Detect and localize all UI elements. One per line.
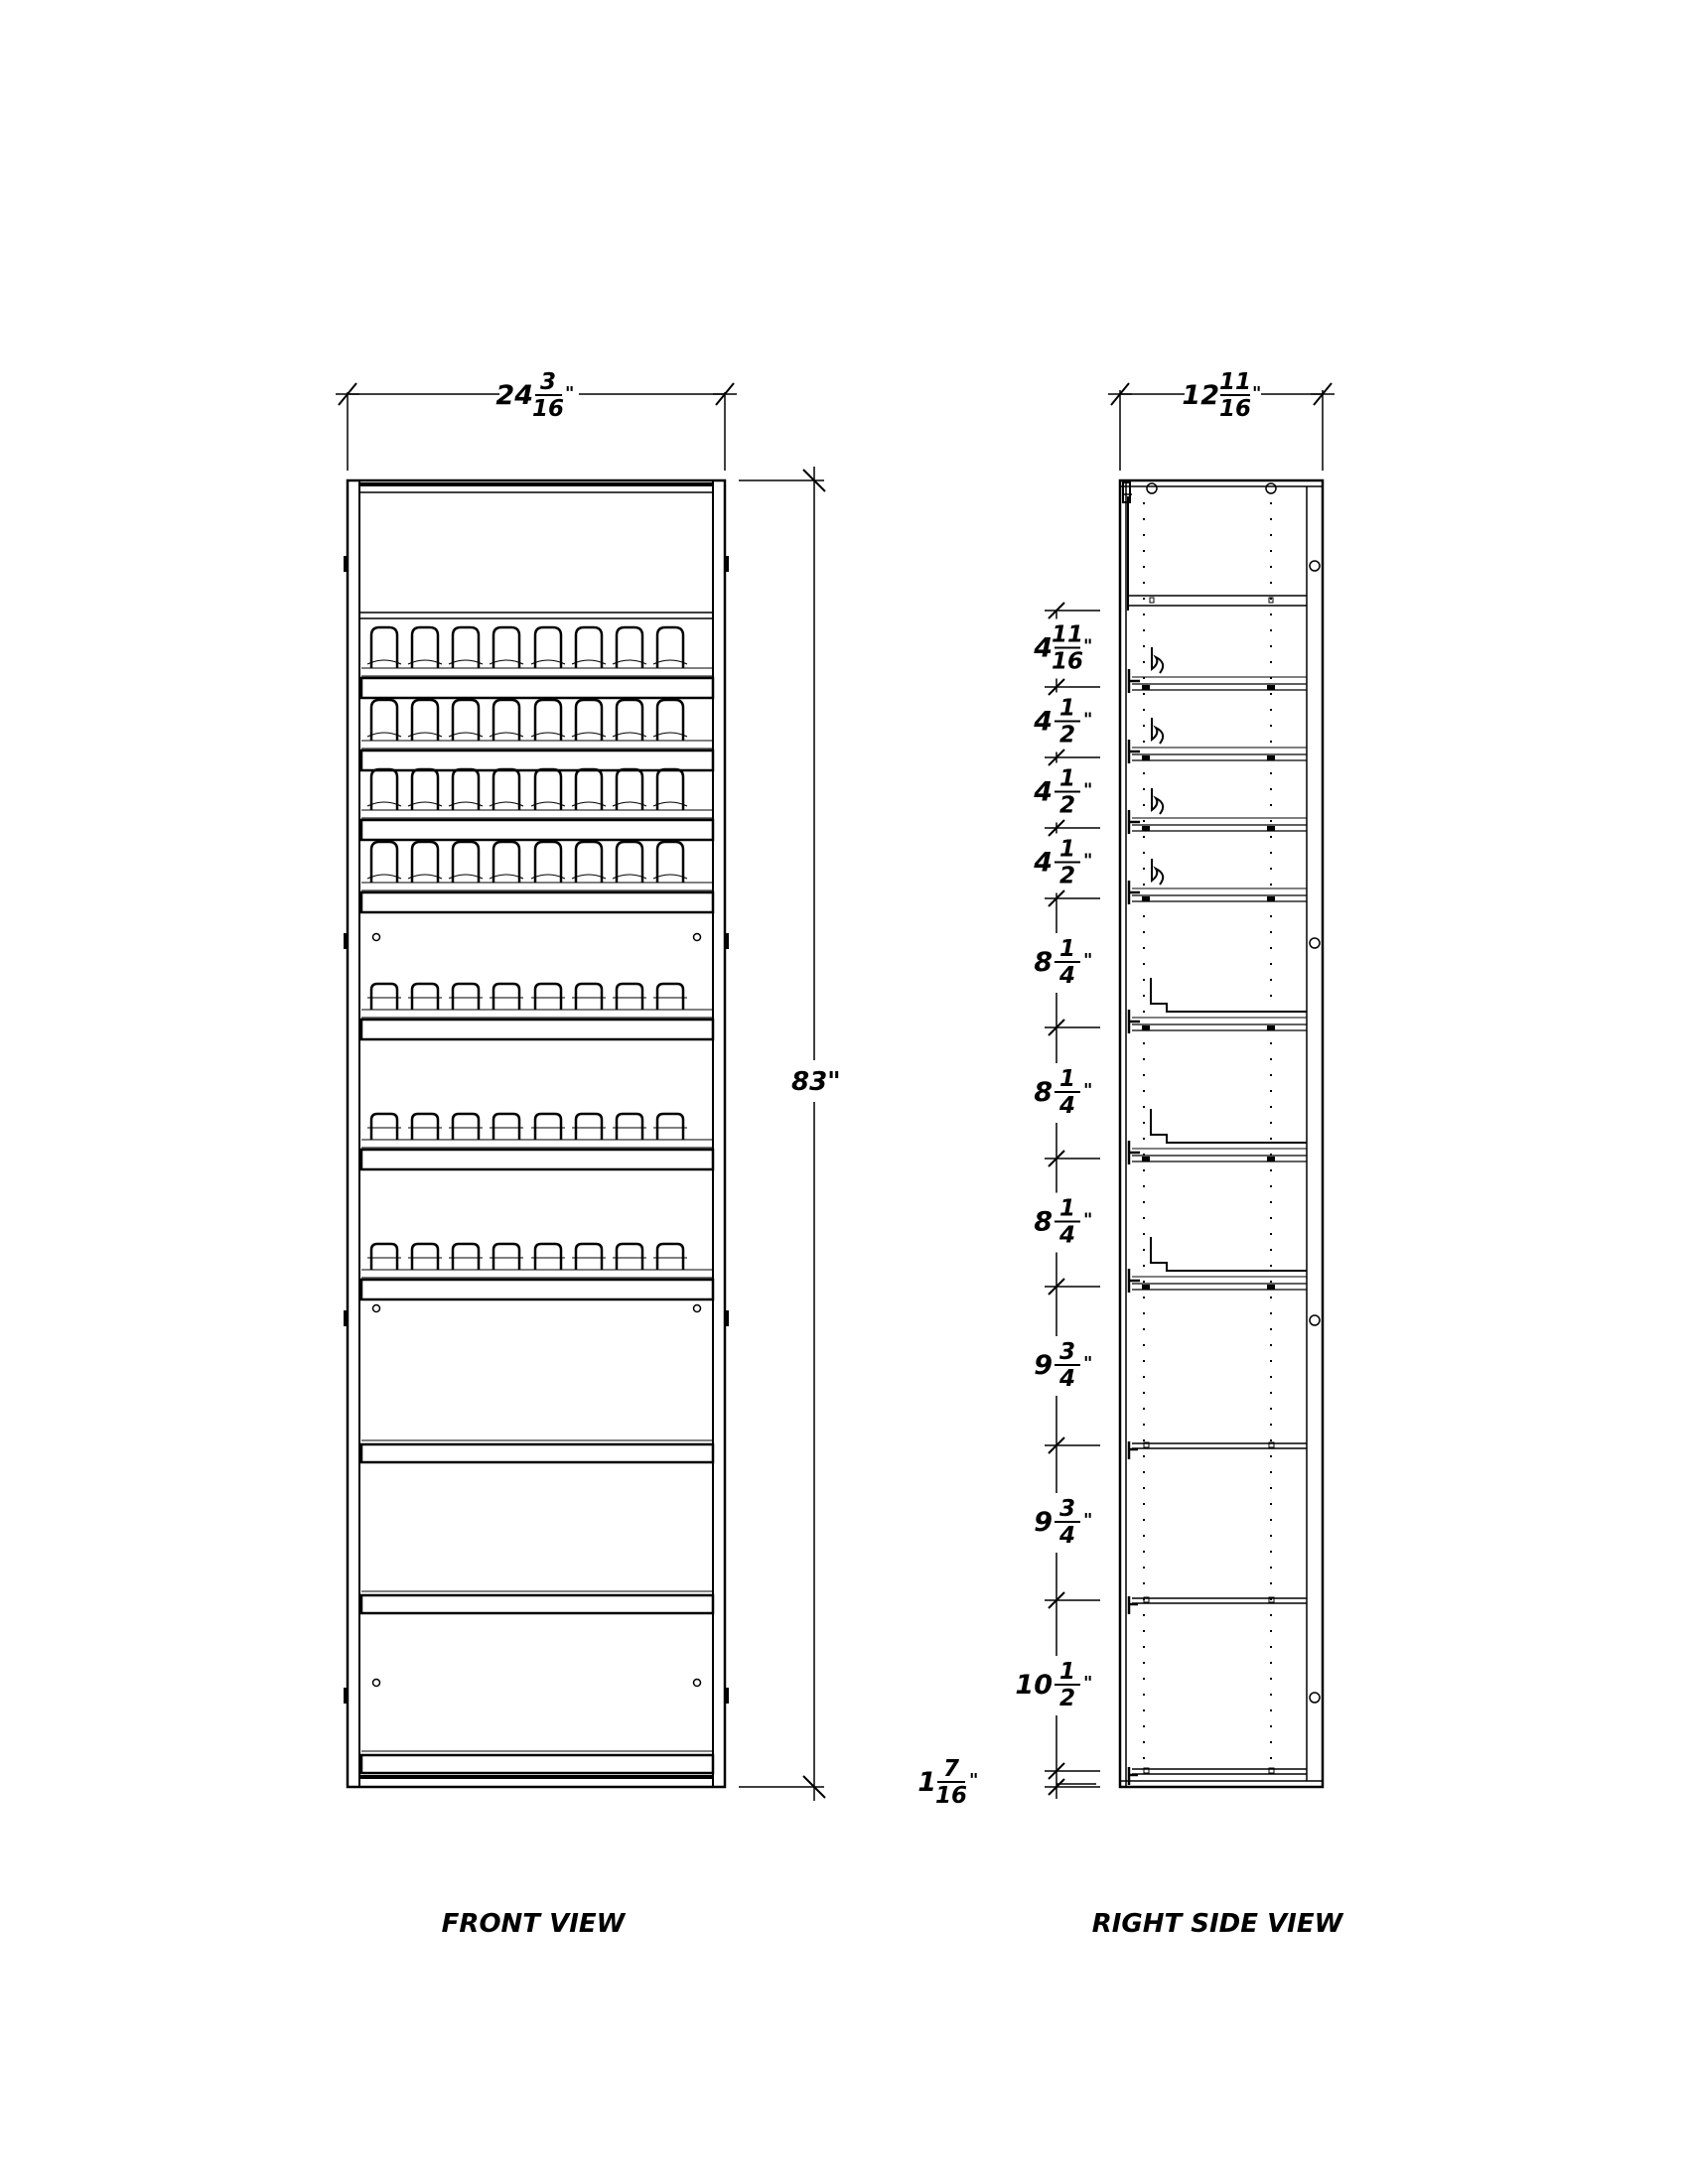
peg-hole [694, 1305, 701, 1312]
spacing-unit: " [1083, 1080, 1093, 1101]
side-depth-denominator: 16 [1218, 396, 1252, 422]
front-view-caption: FRONT VIEW [441, 1909, 626, 1939]
spacing-unit: " [1083, 709, 1093, 731]
front-sloped-shelf [361, 700, 713, 770]
product-pusher [617, 769, 642, 810]
front-header-panel [359, 484, 713, 618]
bracket-bolt [1142, 685, 1150, 690]
product-pusher [412, 627, 438, 668]
product-pusher [493, 842, 519, 883]
product-pusher [493, 627, 519, 668]
side-depth-label [1182, 369, 1261, 422]
peg-hole [373, 1305, 380, 1312]
front-width-dimension [336, 369, 737, 471]
shelf-front-lip [361, 820, 713, 840]
spacing-denominator: 16 [1051, 648, 1084, 675]
side-spacing-dimension [1033, 687, 1092, 757]
spacing-unit: " [1083, 635, 1093, 657]
side-shelf [1129, 788, 1307, 834]
bracket-bolt [1267, 1025, 1275, 1030]
side-shelf [1129, 1441, 1307, 1459]
front-sloped-shelf [361, 769, 713, 840]
spacing-unit: " [1083, 850, 1093, 872]
front-sloped-shelf [361, 842, 713, 912]
spacing-denominator: 4 [1058, 1222, 1076, 1249]
spacing-denominator: 2 [1058, 1686, 1076, 1711]
product-pusher [617, 627, 642, 668]
spacing-unit: " [1083, 1209, 1093, 1231]
side-spacing-dimension [1034, 1445, 1092, 1600]
spacing-label [1034, 1196, 1092, 1249]
pusher-profile [1151, 978, 1307, 1012]
product-pusher [453, 1244, 479, 1270]
side-depth-whole: 12 [1182, 380, 1219, 411]
spacing-label [1034, 1066, 1092, 1119]
product-pusher [657, 769, 683, 810]
front-sloped-shelf [361, 984, 713, 1039]
spacing-whole: 9 [1034, 1507, 1053, 1538]
product-pusher [453, 984, 479, 1010]
pusher-profile [1152, 718, 1163, 744]
side-spacing-dimension [1034, 1159, 1092, 1287]
spacing-unit: " [1083, 779, 1093, 801]
front-height-dimension [739, 467, 841, 1801]
front-view [336, 369, 841, 1939]
product-pusher [535, 627, 561, 668]
bracket-bolt [1267, 896, 1275, 901]
product-pusher [371, 1244, 397, 1270]
side-shelf [1129, 647, 1307, 693]
spacing-label [1033, 766, 1092, 819]
bracket-bolt [1267, 755, 1275, 760]
spacing-whole: 4 [1034, 632, 1053, 664]
front-flat-shelf [361, 1440, 713, 1462]
spacing-denominator: 2 [1058, 863, 1076, 889]
spacing-label [1033, 696, 1092, 749]
pusher-profile [1151, 1237, 1307, 1271]
side-view-caption: RIGHT SIDE VIEW [1091, 1909, 1343, 1939]
product-pusher [453, 769, 479, 810]
side-back-cleats [1310, 561, 1320, 1703]
side-base-denominator: 16 [934, 1783, 968, 1809]
side-shelf [1129, 859, 1307, 904]
side-depth-unit: " [1252, 383, 1262, 404]
spacing-numerator: 1 [1058, 1195, 1076, 1222]
product-pusher [412, 984, 438, 1010]
product-pusher [412, 700, 438, 741]
front-width-denominator: 16 [531, 396, 565, 422]
product-pusher [493, 700, 519, 741]
product-pusher [412, 842, 438, 883]
product-pusher [576, 627, 602, 668]
bracket-bolt [1267, 826, 1275, 831]
product-pusher [657, 1244, 683, 1270]
front-sloped-shelves [361, 627, 713, 1299]
product-pusher [371, 984, 397, 1010]
spacing-label [1015, 1659, 1092, 1711]
spacing-label [1034, 1339, 1092, 1392]
side-depth-dimension [1108, 369, 1335, 471]
front-flat-shelves [359, 1440, 713, 1777]
pusher-profile [1151, 1109, 1307, 1143]
product-pusher [453, 627, 479, 668]
side-base-unit: " [969, 1770, 979, 1791]
bracket-bolt [1142, 755, 1150, 760]
side-spacing-dimensions [1015, 603, 1100, 1799]
product-pusher [535, 984, 561, 1010]
product-pusher [412, 1114, 438, 1140]
side-top-header [1122, 482, 1307, 611]
product-pusher [576, 769, 602, 810]
front-flat-shelf [361, 1751, 713, 1773]
side-spacing-dimension [1033, 828, 1092, 898]
product-pusher [493, 769, 519, 810]
spacing-numerator: 1 [1058, 765, 1076, 792]
shelf-front-lip [361, 678, 713, 698]
product-pusher [453, 842, 479, 883]
spacing-numerator: 1 [1058, 1659, 1076, 1685]
product-pusher [576, 842, 602, 883]
spacing-label [1033, 622, 1092, 675]
product-pusher [371, 769, 397, 810]
spacing-denominator: 4 [1058, 1366, 1076, 1392]
spacing-whole: 8 [1034, 1206, 1053, 1238]
spacing-whole: 8 [1034, 1077, 1053, 1108]
spacing-unit: " [1083, 950, 1093, 971]
spacing-whole: 9 [1034, 1350, 1053, 1381]
bracket-bolt [1142, 1157, 1150, 1161]
spacing-numerator: 1 [1058, 936, 1076, 962]
flat-shelf-lip [361, 1755, 713, 1773]
side-shelf [1129, 1237, 1307, 1293]
spacing-whole: 8 [1034, 947, 1053, 978]
pusher-profile [1152, 859, 1163, 885]
product-pusher [576, 1114, 602, 1140]
side-spacing-dimension [1015, 1600, 1092, 1771]
spacing-numerator: 1 [1058, 695, 1076, 722]
peg-hole [373, 934, 380, 941]
product-pusher [657, 984, 683, 1010]
product-pusher [412, 769, 438, 810]
product-pusher [617, 700, 642, 741]
product-pusher [453, 700, 479, 741]
side-shelf [1129, 1596, 1307, 1614]
bracket-bolt [1267, 1285, 1275, 1290]
front-width-label [495, 369, 574, 422]
shelf-front-lip [361, 1020, 713, 1039]
spacing-denominator: 2 [1058, 792, 1076, 819]
product-pusher [657, 842, 683, 883]
spacing-denominator: 4 [1058, 963, 1076, 989]
side-base-whole: 1 [917, 1767, 936, 1798]
side-base-label [917, 1756, 978, 1809]
product-pusher [576, 984, 602, 1010]
spacing-label [1034, 1496, 1092, 1549]
bracket-bolt [1142, 1285, 1150, 1290]
bracket-bolt [1142, 896, 1150, 901]
product-pusher [493, 1244, 519, 1270]
product-pusher [617, 842, 642, 883]
front-height-label: 83" [791, 1067, 841, 1097]
flat-shelf-lip [361, 1444, 713, 1462]
product-pusher [371, 842, 397, 883]
peg-hole [694, 1680, 701, 1687]
product-pusher [657, 627, 683, 668]
spacing-numerator: 3 [1058, 1339, 1076, 1365]
front-width-whole: 24 [495, 380, 533, 411]
shelf-front-lip [361, 751, 713, 770]
bracket-bolt [1267, 685, 1275, 690]
front-sloped-shelf [361, 627, 713, 698]
product-pusher [535, 700, 561, 741]
product-pusher [535, 1114, 561, 1140]
spacing-numerator: 1 [1058, 1066, 1076, 1092]
peg-hole [694, 934, 701, 941]
side-spacing-dimension [1033, 757, 1092, 828]
product-pusher [617, 1114, 642, 1140]
side-spacing-dimension [1034, 1287, 1092, 1445]
front-sloped-shelf [361, 1114, 713, 1169]
bracket-bolt [1267, 1157, 1275, 1161]
spacing-numerator: 3 [1058, 1496, 1076, 1522]
spacing-denominator: 4 [1058, 1093, 1076, 1119]
side-base-numerator: 7 [942, 1756, 960, 1782]
front-width-numerator: 3 [539, 369, 557, 395]
spacing-denominator: 2 [1058, 722, 1076, 749]
side-base-dimension [917, 1756, 1096, 1809]
side-depth-numerator: 11 [1218, 369, 1252, 395]
flat-shelf-lip [361, 1595, 713, 1613]
side-spacing-dimension [1033, 611, 1092, 687]
product-pusher [576, 700, 602, 741]
bracket-bolt [1142, 1025, 1150, 1030]
spacing-numerator: 11 [1051, 621, 1084, 648]
product-pusher [371, 627, 397, 668]
spacing-whole: 4 [1034, 706, 1053, 738]
product-pusher [617, 1244, 642, 1270]
side-shelf [1129, 718, 1307, 763]
side-shelf [1129, 1767, 1307, 1785]
product-pusher [371, 1114, 397, 1140]
product-pusher [535, 769, 561, 810]
product-pusher [493, 1114, 519, 1140]
product-pusher [576, 1244, 602, 1270]
product-pusher [657, 1114, 683, 1140]
spacing-whole: 4 [1034, 776, 1053, 808]
side-shelf [1129, 978, 1307, 1033]
product-pusher [535, 842, 561, 883]
spacing-numerator: 1 [1058, 836, 1076, 863]
side-shelves [1129, 647, 1307, 1785]
side-shelf [1129, 1109, 1307, 1164]
side-view [917, 369, 1343, 1939]
shelf-front-lip [361, 1150, 713, 1169]
pusher-profile [1152, 647, 1163, 673]
product-pusher [617, 984, 642, 1010]
product-pusher [657, 700, 683, 741]
peg-hole [373, 1680, 380, 1687]
spacing-label [1033, 837, 1092, 889]
spacing-unit: " [1083, 1510, 1093, 1531]
spacing-whole: 10 [1015, 1670, 1053, 1701]
front-flat-shelf [361, 1591, 713, 1613]
front-width-unit: " [565, 383, 575, 404]
bracket-bolt [1142, 826, 1150, 831]
spacing-label [1034, 936, 1092, 989]
shelf-front-lip [361, 892, 713, 912]
shelf-front-lip [361, 1280, 713, 1299]
front-peg-holes [373, 934, 701, 1687]
product-pusher [371, 700, 397, 741]
front-sloped-shelf [361, 1244, 713, 1299]
product-pusher [493, 984, 519, 1010]
spacing-whole: 4 [1034, 847, 1053, 879]
product-pusher [412, 1244, 438, 1270]
spacing-denominator: 4 [1058, 1523, 1076, 1549]
side-spacing-dimension [1034, 898, 1092, 1027]
spacing-unit: " [1083, 1353, 1093, 1374]
pusher-profile [1152, 788, 1163, 814]
spacing-unit: " [1083, 1673, 1093, 1694]
side-spacing-dimension [1034, 1027, 1092, 1159]
product-pusher [535, 1244, 561, 1270]
product-pusher [453, 1114, 479, 1140]
